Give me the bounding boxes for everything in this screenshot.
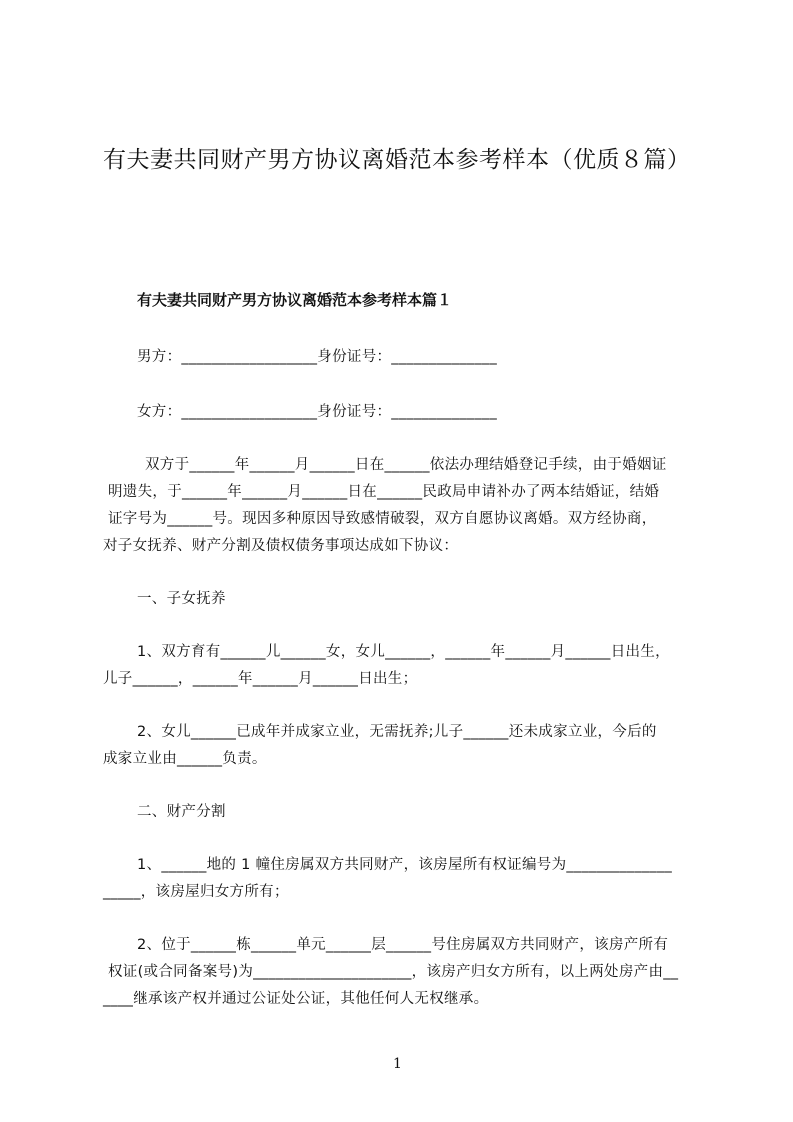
body-line: 成家立业由______负责。 <box>103 751 267 767</box>
body-line: 男方：__________________身份证号：______________ <box>137 349 497 365</box>
body-line: 儿子______，______年______月______日出生； <box>103 671 418 687</box>
body-line: 1、______地的 1 幢住房属双方共同财产，该房屋所有权证编号为______________ <box>137 857 673 873</box>
section-heading: 有夫妻共同财产男方协议离婚范本参考样本篇１ <box>137 291 453 309</box>
body-line: _____，该房屋归女方所有； <box>103 884 289 900</box>
body-line: 1、双方育有______儿______女，女儿______，______年______月______日出生， <box>137 644 670 660</box>
body-line: 2、女儿______已成年并成家立业，无需抚养;儿子______还未成家立业，今后的 <box>137 724 657 740</box>
body-line: ____继承该产权并通过公证处公证，其他任何人无权继承。 <box>103 991 489 1007</box>
body-line: 2、位于______栋______单元______层______号住房属双方共同财产，该房产所有 <box>137 937 669 953</box>
body-line: 双方于______年______月______日在______依法办理结婚登记手续，由于婚姻证 <box>145 457 667 473</box>
body-line: 女方：__________________身份证号：______________ <box>137 404 497 420</box>
page-number: 1 <box>393 1056 402 1072</box>
heading-child-support: 一、子女抚养 <box>137 591 226 607</box>
body-line: 权证(或合同备案号)为_____________________，该房产归女方所有，以上两处房产由__ <box>108 964 679 980</box>
document-title: 有夫妻共同财产男方协议离婚范本参考样本（优质８篇） <box>103 147 691 173</box>
body-line: 证字号为______号。现因多种原因导致感情破裂，双方自愿协议离婚。双方经协商， <box>108 511 657 527</box>
heading-property-division: 二、财产分割 <box>137 804 226 820</box>
body-line: 对子女抚养、财产分割及债权债务事项达成如下协议： <box>103 538 459 554</box>
body-line: 明遗失，于______年______月______日在______民政局申请补办了两本结婚证，结婚 <box>108 484 660 500</box>
